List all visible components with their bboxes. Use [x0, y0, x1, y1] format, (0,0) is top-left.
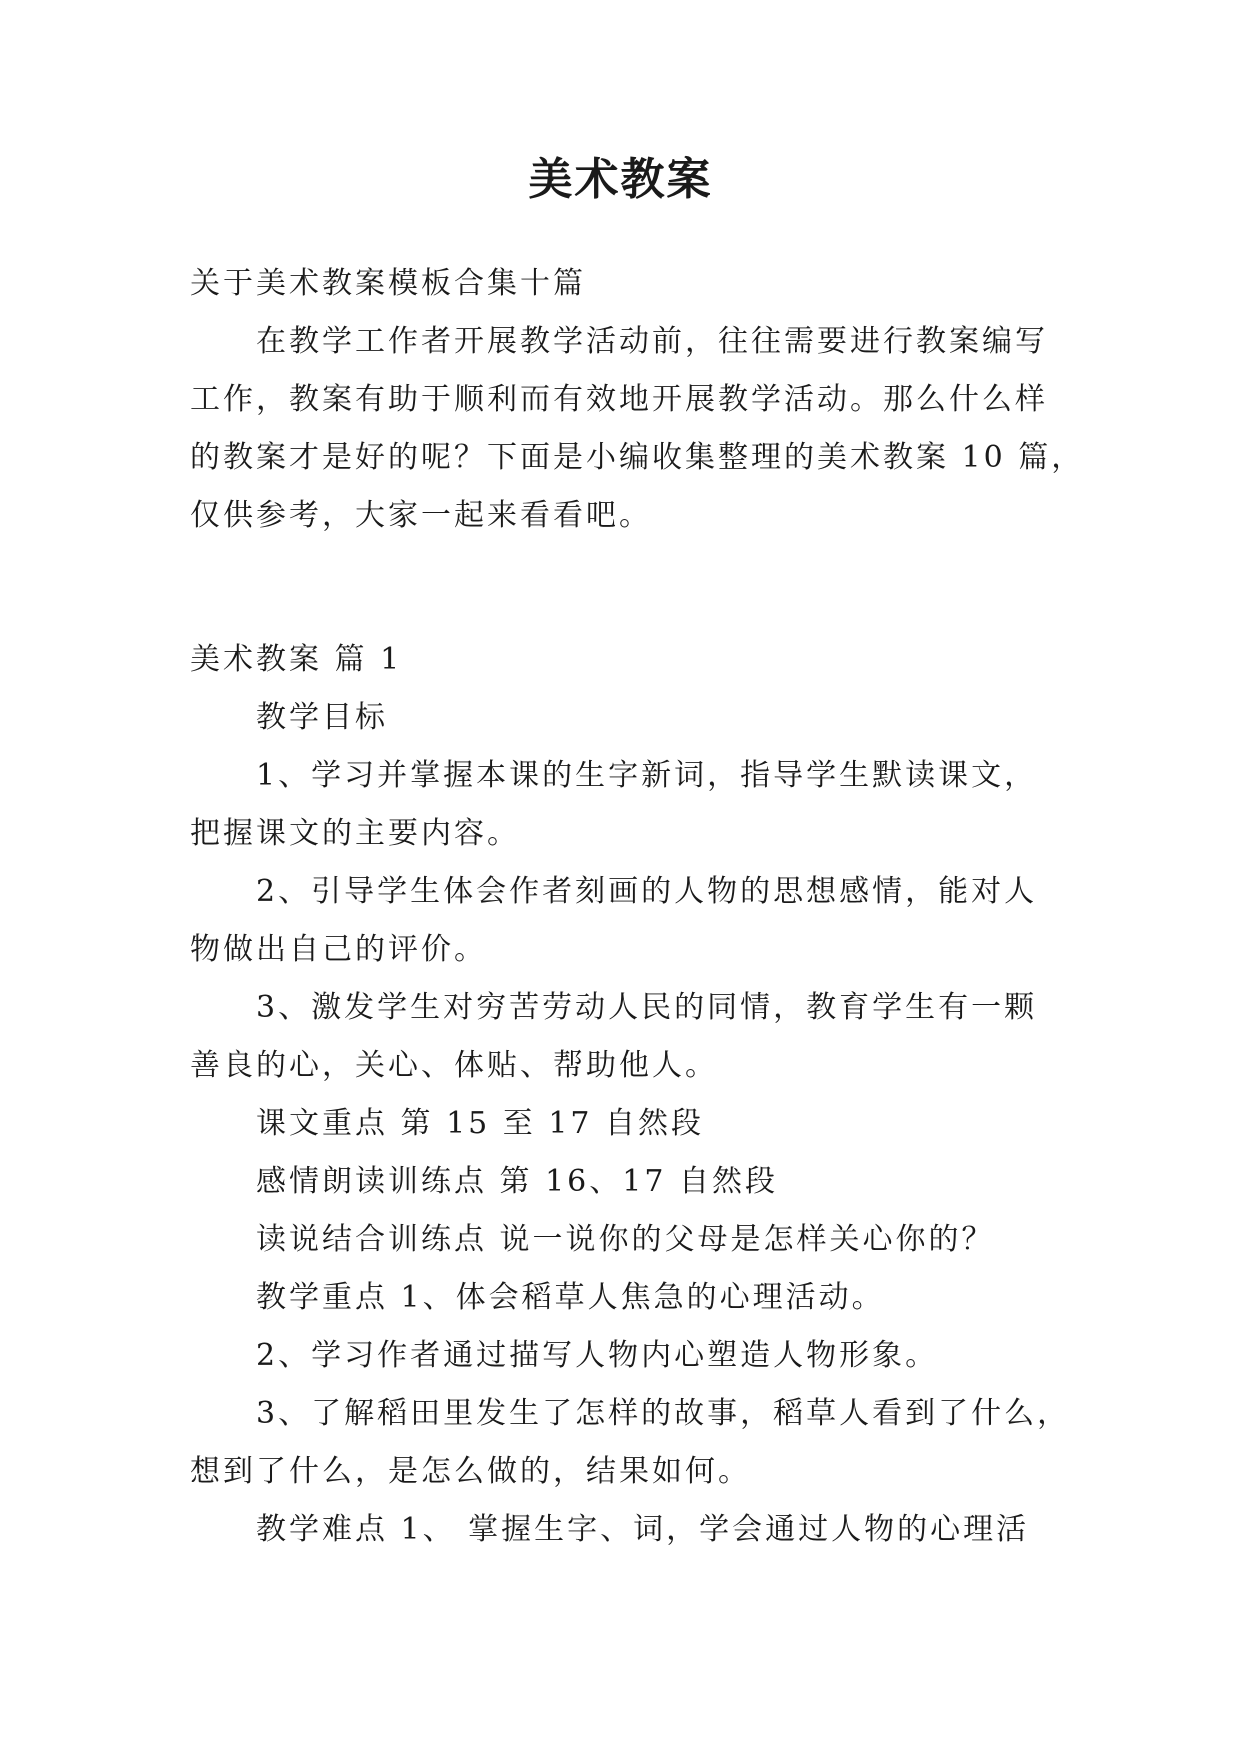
paragraph-line: 教学难点 1、 掌握生字、词，学会通过人物的心理活 [256, 1512, 1030, 1547]
paragraph-line: 3、激发学生对穷苦劳动人民的同情，教育学生有一颗 [256, 990, 1038, 1025]
section-1-block [190, 631, 1070, 1559]
section-heading: 美术教案 篇 1 [190, 642, 403, 677]
paragraph-line: 物做出自己的评价。 [190, 932, 487, 967]
paragraph-line: 的教案才是好的呢？下面是小编收集整理的美术教案 10 篇， [190, 440, 1085, 475]
paragraph-line: 在教学工作者开展教学活动前，往往需要进行教案编写 [256, 324, 1048, 359]
paragraph-line: 读说结合训练点 说一说你的父母是怎样关心你的？ [256, 1222, 995, 1257]
paragraph-line: 教学重点 1、体会稻草人焦急的心理活动。 [256, 1280, 885, 1315]
paragraph-line: 仅供参考，大家一起来看看吧。 [190, 498, 652, 533]
paragraph-line: 感情朗读训练点 第 16、17 自然段 [256, 1164, 778, 1199]
paragraph-line: 课文重点 第 15 至 17 自然段 [256, 1106, 705, 1141]
paragraph-line: 善良的心，关心、体贴、帮助他人。 [190, 1048, 718, 1083]
paragraph-line: 2、学习作者通过描写人物内心塑造人物形象。 [256, 1338, 939, 1373]
paragraph-line: 1、学习并掌握本课的生字新词，指导学生默读课文， [256, 758, 1038, 793]
subtitle-line: 关于美术教案模板合集十篇 [190, 266, 586, 301]
intro-block [190, 255, 1085, 545]
paragraph-line: 把握课文的主要内容。 [190, 816, 520, 851]
paragraph-line: 想到了什么，是怎么做的，结果如何。 [190, 1454, 751, 1489]
paragraph-line: 2、引导学生体会作者刻画的人物的思想感情，能对人 [256, 874, 1038, 909]
paragraph-line: 教学目标 [256, 700, 388, 735]
paragraph-line: 3、了解稻田里发生了怎样的故事，稻草人看到了什么， [256, 1396, 1071, 1431]
document-title: 美术教案 [528, 154, 713, 205]
paragraph-line: 工作，教案有助于顺利而有效地开展教学活动。那么什么样 [190, 382, 1048, 417]
